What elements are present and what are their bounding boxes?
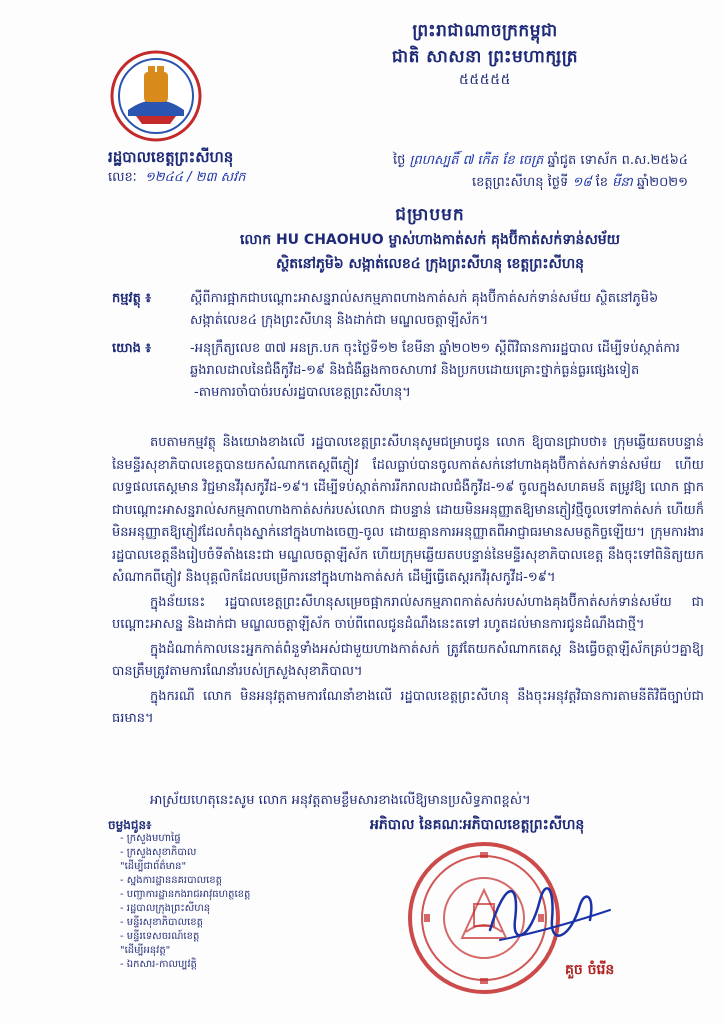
- recipient-item: - ក្រសួងមហាផ្ទៃ: [120, 833, 181, 844]
- recipients-heading: ចម្លងជូន៖: [108, 818, 152, 832]
- solar-date-place: ខេត្តព្រះសីហនុ ថ្ងៃទី: [472, 175, 569, 190]
- issuer-name: រដ្ឋបាលខេត្តព្រះសីហនុ: [108, 148, 234, 166]
- kingdom-header: [250, 18, 720, 90]
- header-ornament: ៥៥៥៥៥: [458, 72, 512, 88]
- recipient-item: - ឯកសារ-កាលប្បវត្តិ: [120, 959, 197, 970]
- governor-title: អភិបាល នៃគណៈអភិបាលខេត្តព្រះសីហនុ: [370, 817, 585, 833]
- recipient-item: "ដើម្បីអនុវត្ត": [120, 945, 171, 956]
- lunar-date-label: ថ្ងៃ: [392, 153, 406, 168]
- body-paragraph-3: ក្នុងដំណាក់កាលនេះអ្នកកាត់ពំនួទាំងអស់ជាមួយហាងកាត់សក់ ត្រូវតែយកសំណាកតេស្ត និងធ្វើចត្តាឡីស័កគ្រប់ៗគ្នាឱ្យបានត្រឹមត្រូវតាមការណែនាំរបស់ក្រសួងសុខាភិបាល។: [112, 641, 704, 679]
- recipient-item: - មន្ទីរទេសចរណ៍ខេត្ត: [120, 931, 200, 942]
- reference-item-2: -តាមការចាំបាច់របស់រដ្ឋបាលខេត្តព្រះសីហនុ។: [194, 385, 411, 400]
- letter-body: [112, 432, 704, 733]
- reference-item-1: -អនុក្រឹត្យលេខ ៣៧ អនក្រ.បក ចុះថ្ងៃទី១២ ខែមីនា ឆ្នាំ២០២១ ស្តីពីវិធានការរដ្ឋបាល ដើម្បីទប់ស្កាត់ការឆ្លងរាលដាលនៃជំងឺកូវីដ-១៩ និងជំងឺឆ្លងកាចសាហាវ និងប្រកបដោយគ្រោះថ្នាក់ធ្ងន់ធ្ងរផ្សេងទៀត: [190, 341, 680, 378]
- title-greeting: ជម្រាបមក: [395, 205, 465, 225]
- kingdom-name: ព្រះរាជាណាចក្រកម្ពុជា: [412, 21, 558, 41]
- recipient-item: - ក្រសួងសុខាភិបាល: [120, 847, 197, 858]
- solar-month: មីនា: [612, 175, 633, 190]
- copy-recipients: [108, 818, 288, 972]
- title-location: ស្ថិតនៅភូមិ៦ សង្កាត់លេខ៤ ក្រុងព្រះសីហនុ ខេត្តព្រះសីហនុ: [275, 256, 585, 272]
- issuer-block: [108, 146, 245, 188]
- subject-block: [112, 288, 702, 332]
- body-paragraph-1: តបតាមកម្មវត្ថុ និងយោងខាងលើ រដ្ឋបាលខេត្តព្រះសីហនុសូមជម្រាបជូន លោក ឱ្យបានជ្រាបថា៖ ក្រុមឆ្លើយតបបន្ទាន់នៃមន្ទីរសុខាភិបាលខេត្តបានយកសំណាកតេស្តពីភ្ញៀវ ដែលធ្លាប់បានចូលកាត់សក់នៅហាងគុងប៊ីកាត់សក់ទាន់សម័យ ហើយលទ្ធផលតេស្តមាន វិជ្ជមានវីរុសកូវីដ-១៩។ ដើម្បីទប់ស្កាត់ការរីករាលដាលជំងឺកូវីដ-១៩ ចូលក្នុងសហគមន៍ តម្រូវឱ្យ លោក ផ្អាកជាបណ្តោះអាសន្នរាល់សកម្មភាពហាងកាត់សក់របស់លោក ជាបន្ទាន់ ដោយមិនអនុញ្ញាតឱ្យមានភ្ញៀវថ្មីចូលទៅកាត់សក់ ហើយក៏មិនអនុញ្ញាតឱ្យភ្ញៀវដែលកំពុងស្នាក់នៅក្នុងហាងចេញ-ចូល ដោយគ្មានការអនុញ្ញាតពីអាជ្ញាធរមានសមត្ថកិច្ចឡើយ។ ក្រុមការងាររដ្ឋបាលខេត្តនឹងរៀបចំទីតាំងនេះជា មណ្ឌលចត្តាឡីស័ក ហើយក្រុមឆ្លើយតបបន្ទាន់នៃមន្ទីរសុខាភិបាលខេត្ត នឹងចុះទៅពិនិត្យយកសំណាកពីភ្ញៀវ និងបុគ្គលិកដែលបម្រើការនៅក្នុងហាងកាត់សក់ ដើម្បីធ្វើតេស្តរកវីរុសកូវីដ-១៩។: [112, 435, 704, 585]
- governor-name: គួច ចំរើន: [565, 962, 615, 978]
- solar-date: [393, 172, 688, 194]
- recipient-item: "ដើម្បីជាព័ត៌មាន": [120, 861, 187, 872]
- lunar-date: [393, 150, 688, 172]
- reference-block: [112, 338, 702, 404]
- recipient-item: - មន្ទីរសុខាភិបាលខេត្ត: [120, 917, 203, 928]
- reference-number: [108, 168, 245, 188]
- body-paragraph-4: ក្នុងករណី លោក មិនអនុវត្តតាមការណែនាំខាងលើ រដ្ឋបាលខេត្តព្រះសីហនុ នឹងចុះអនុវត្តវិធានការតាមនីតិវិធីច្បាប់ជាធរមាន។: [112, 688, 704, 726]
- lunar-date-value: ព្រហស្បតិ៍ ៧ កើត ខែ ចេត្រ: [409, 153, 544, 168]
- closing-sentence: អាស្រ័យហេតុនេះសូម លោក អនុវត្តតាមខ្លឹមសារខាងលើឱ្យមានប្រសិទ្ធភាពខ្ពស់។: [150, 793, 531, 808]
- solar-month-label: ខែ: [595, 175, 608, 190]
- handwritten-signature-icon: [470, 860, 620, 960]
- body-paragraph-2: ក្នុងន័យនេះ រដ្ឋបាលខេត្តព្រះសីហនុសម្រេចផ្អាករាល់សកម្មភាពកាត់សក់របស់ហាងគុងប៊ីកាត់សក់ទាន់សម័យ ជាបណ្តោះអាសន្ន និងដាក់ជា មណ្ឌលចត្តាឡីស័ក ចាប់ពីពេលជូនដំណឹងនេះតទៅ រហូតដល់មានការជូនដំណឹងជាថ្មី។: [112, 594, 704, 632]
- reference-section-label: យោង ៖: [112, 341, 152, 356]
- solar-year: ឆ្នាំ២០២១: [636, 175, 688, 190]
- national-motto: ជាតិ សាសនា ព្រះមហាក្សត្រ: [391, 47, 579, 67]
- recipient-item: - ស្នងការដ្ឋាននគរបាលខេត្ត: [120, 875, 223, 886]
- date-block: [393, 150, 688, 194]
- reference-value: ១២៤៤ / ២៣ សវក: [144, 170, 246, 185]
- provincial-logo-icon: [110, 50, 202, 142]
- subject-label: កម្មវត្ថុ ៖: [112, 291, 152, 306]
- recipient-item: - បញ្ជាការដ្ឋានកងរាជអាវុធហត្ថខេត្ត: [120, 889, 251, 900]
- subject-text: ស្តីពីការផ្អាកជាបណ្តោះអាសន្នរាល់សកម្មភាពហាងកាត់សក់ គុងប៊ីកាត់សក់ទាន់សម័យ ស្ថិតនៅភូមិ៦ សង្កាត់លេខ៤ ក្រុងព្រះសីហនុ និងដាក់ជា មណ្ឌលចត្តាឡីស័ក។: [190, 291, 659, 328]
- addressee-title: [150, 202, 710, 276]
- recipient-item: - រដ្ឋបាលក្រុងព្រះសីហនុ: [120, 903, 211, 914]
- reference-label: លេខៈ: [108, 170, 137, 185]
- title-addressee: លោក HU CHAOHUO ម្ចាស់ហាងកាត់សក់ គុងប៊ីកាត់សក់ទាន់សម័យ: [239, 232, 620, 248]
- lunar-year: ឆ្នាំជូត ទោស័ក ព.ស.២៥៦៤: [547, 153, 688, 168]
- solar-day: ១៨: [572, 175, 592, 190]
